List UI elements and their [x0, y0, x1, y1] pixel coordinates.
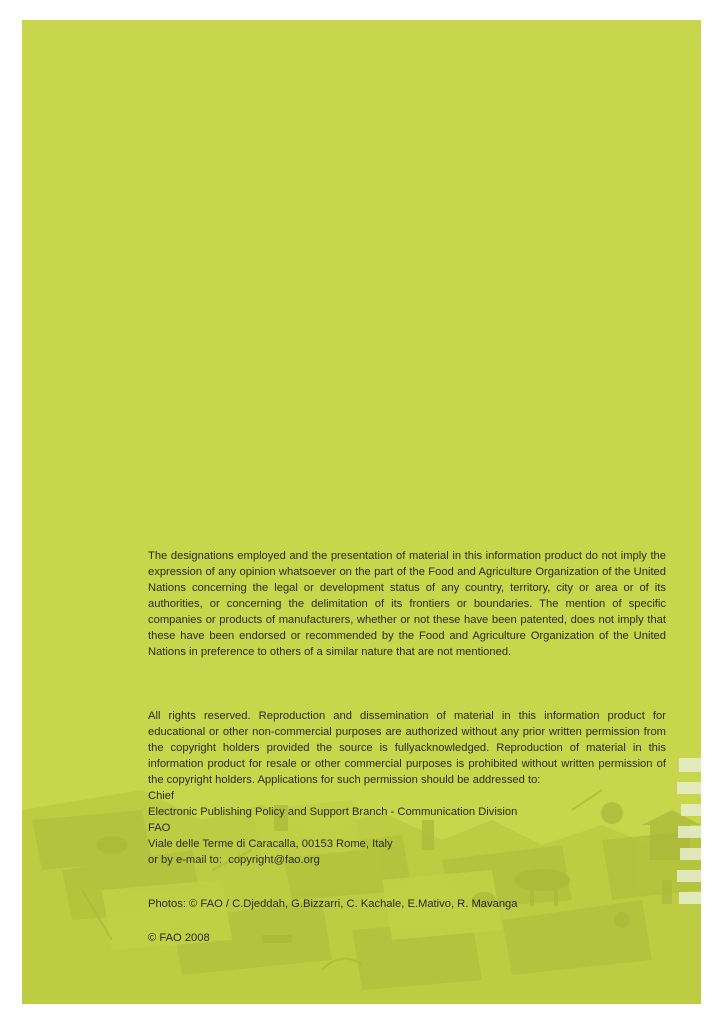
disclaimer-paragraph: The designations employed and the presentation of material in this information product do not imply the expression of any opinion whatsoever on the part of the Food and Agriculture Organization of the United Nations concerning the legal or development status of any country, territory, city or area or of its authorities, or concerning the delimitation of its frontiers or boundaries. The mention of specific companies or products of manufacturers, whether or not these have been patented, does not imply that these have been endorsed or recommended by the Food and Agriculture Organization of the United Nations in preference to others of a similar nature that are not mentioned. [148, 550, 666, 658]
side-stripes-decoration [673, 758, 701, 918]
address-line-branch: Electronic Publishing Policy and Support Branch - Communication Division [148, 806, 518, 818]
photo-credits: Photos: © FAO / C.Djeddah, G.Bizzarri, C. Kachale, E.Mativo, R. Mavanga [148, 898, 518, 910]
copyright-notice: © FAO 2008 [148, 932, 210, 944]
address-line-chief: Chief [148, 790, 175, 802]
rights-paragraph: All rights reserved. Reproduction and dissemination of material in this information product for educational or other non-commercial purposes are authorized without any prior written permission from the copyright holders provided the source is fullyacknowledged. Reproduction of material in this information product for resale or other commercial purposes is prohibited without written permission of the copyright holders. Applications for such permission should be addressed to: [148, 710, 666, 786]
address-line-org: FAO [148, 822, 171, 834]
email-link[interactable]: copyright@fao.org [228, 854, 320, 866]
back-cover-page [22, 20, 701, 1004]
email-line [148, 852, 666, 868]
email-prefix: or by e-mail to: [148, 854, 222, 866]
rights-section [148, 708, 666, 868]
address-line-street: Viale delle Terme di Caracalla, 00153 Rome, Italy [148, 838, 393, 850]
